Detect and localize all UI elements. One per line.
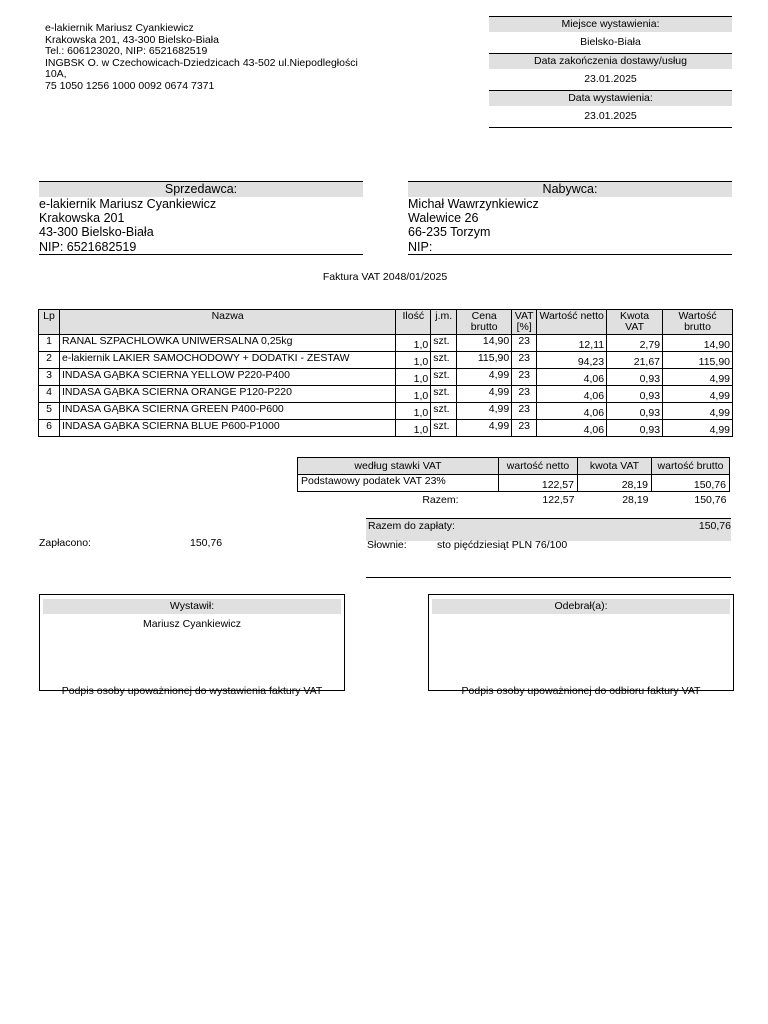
buyer-block [408,181,732,255]
vat-total-row [298,492,730,509]
cell-vat: 23 [512,386,537,403]
delivery-date-label: Data zakończenia dostawy/usług [489,53,732,69]
cell-qty: 1,0 [396,420,431,437]
cell-qty: 1,0 [396,386,431,403]
col-name: Nazwa [59,310,395,335]
vat-col-net: wartość netto [499,458,578,475]
issue-info [489,16,732,128]
cell-lp: 2 [39,352,60,369]
amount-due-bar [366,518,731,541]
cell-name: e-lakiernik LAKIER SAMOCHODOWY + DODATKI - ZESTAW [59,352,395,369]
cell-vat-amount: 2,79 [607,335,663,352]
cell-qty: 1,0 [396,403,431,420]
cell-vat: 23 [512,352,537,369]
col-lp: Lp [39,310,60,335]
seller-title: Sprzedawca: [39,181,363,197]
paid-label: Zapłacono: [39,537,91,549]
amount-due-label: Razem do zapłaty: [368,520,455,532]
seller-header-line: e-lakiernik Mariusz Cyankiewicz [45,22,194,34]
cell-gross: 4,99 [663,369,733,386]
place-value: Bielsko-Biała [580,36,641,48]
receiver-label: Odebrał(a): [432,599,730,614]
cell-price: 4,99 [457,420,512,437]
seller-header-line: 75 1050 1256 1000 0092 0674 7371 [45,79,215,92]
cell-price: 4,99 [457,403,512,420]
vat-col-vat: kwota VAT [578,458,652,475]
vat-summary-table [297,457,730,508]
cell-lp: 6 [39,420,60,437]
cell-net: 12,11 [537,335,607,352]
cell-name: INDASA GĄBKA SCIERNA YELLOW P220-P400 [59,369,395,386]
amount-due-value: 150,76 [698,520,731,532]
vat-header-row [298,458,730,475]
cell-vat-amount: 0,93 [607,369,663,386]
seller-header-line: 10A, [45,68,67,80]
table-row [39,335,733,352]
cell-lp: 1 [39,335,60,352]
cell-lp: 3 [39,369,60,386]
cell-vat: 23 [512,369,537,386]
seller-city: 43-300 Bielsko-Biała [39,225,154,240]
col-qty: Ilość [396,310,431,335]
cell-gross: 115,90 [663,352,733,369]
cell-gross: 14,90 [663,335,733,352]
seller-header-line: Tel.: 606123020, NIP: 6521682519 [45,45,208,57]
cell-gross: 4,99 [663,420,733,437]
cell-price: 4,99 [457,386,512,403]
cell-vat-amount: 0,93 [607,420,663,437]
cell-net: 4,06 [537,386,607,403]
table-row [39,403,733,420]
delivery-date-value: 23.01.2025 [584,73,637,85]
cell-price: 14,90 [457,335,512,352]
cell-lp: 5 [39,403,60,420]
vat-col-rate: według stawki VAT [298,458,499,475]
receiver-signature-box [428,594,734,691]
seller-nip: NIP: 6521682519 [39,239,137,254]
cell-price: 115,90 [457,352,512,369]
issue-date-label: Data wystawienia: [489,90,732,106]
cell-qty: 1,0 [396,369,431,386]
col-vat: VAT [%] [512,310,537,335]
divider [366,577,731,578]
cell-unit: szt. [431,386,457,403]
seller-street: Krakowska 201 [39,211,125,226]
cell-net: 4,06 [537,369,607,386]
col-vat-amount: Kwota VAT [607,310,663,335]
seller-header [45,23,385,92]
table-row [39,369,733,386]
vat-net: 122,57 [499,475,578,492]
vat-row [298,475,730,492]
buyer-street: Walewice 26 [408,211,479,226]
cell-vat: 23 [512,403,537,420]
cell-qty: 1,0 [396,335,431,352]
cell-name: INDASA GĄBKA SCIERNA GREEN P400-P600 [59,403,395,420]
issuer-caption: Podpis osoby upoważnionej do wystawienia faktury VAT [61,685,323,697]
cell-net: 4,06 [537,420,607,437]
items-table [38,309,733,437]
col-price: Cena brutto [457,310,512,335]
cell-lp: 4 [39,386,60,403]
cell-unit: szt. [431,403,457,420]
cell-unit: szt. [431,352,457,369]
cell-vat: 23 [512,420,537,437]
buyer-title: Nabywca: [408,181,732,197]
cell-net: 4,06 [537,403,607,420]
cell-net: 94,23 [537,352,607,369]
cell-price: 4,99 [457,369,512,386]
cell-unit: szt. [431,335,457,352]
seller-block [39,181,363,255]
table-row [39,352,733,369]
paid-value: 150,76 [190,537,223,549]
table-row [39,386,733,403]
cell-unit: szt. [431,369,457,386]
vat-col-gross: wartość brutto [652,458,730,475]
vat-amount: 28,19 [578,475,652,492]
col-gross: Wartość brutto [663,310,733,335]
vat-gross: 150,76 [652,475,730,492]
cell-name: INDASA GĄBKA SCIERNA ORANGE P120-P220 [59,386,395,403]
vat-total-net: 122,57 [542,494,575,506]
cell-qty: 1,0 [396,352,431,369]
issuer-name: Mariusz Cyankiewicz [142,618,242,630]
seller-header-line: Krakowska 201, 43-300 Bielsko-Biała [45,33,219,46]
cell-name: INDASA GĄBKA SCIERNA BLUE P600-P1000 [59,420,395,437]
vat-rate: Podstawowy podatek VAT 23% [298,475,499,492]
col-unit: j.m. [431,310,457,335]
cell-vat: 23 [512,335,537,352]
seller-header-line: INGBSK O. w Czechowicach-Dziedzicach 43-502 ul.Niepodległości [45,56,358,69]
col-net: Wartość netto [537,310,607,335]
items-header-row [39,310,733,335]
receiver-caption: Podpis osoby upoważnionej do odbioru faktury VAT [461,685,701,697]
buyer-nip: NIP: [408,239,433,254]
issuer-label: Wystawił: [43,599,341,614]
issuer-signature-box [39,594,345,691]
cell-gross: 4,99 [663,386,733,403]
buyer-city: 66-235 Torzym [408,225,491,240]
cell-vat-amount: 0,93 [607,403,663,420]
invoice-title: Faktura VAT 2048/01/2025 [322,271,448,283]
words-value: sto pięćdziesiąt PLN 76/100 [437,539,568,551]
cell-gross: 4,99 [663,403,733,420]
seller-name: e-lakiernik Mariusz Cyankiewicz [39,197,217,211]
buyer-name: Michał Wawrzynkiewicz [408,197,539,211]
cell-unit: szt. [431,420,457,437]
cell-name: RANAL SZPACHLOWKA UNIWERSALNA 0,25kg [59,335,395,352]
issue-date-value: 23.01.2025 [584,110,637,122]
vat-total-vat: 28,19 [622,494,649,506]
cell-vat-amount: 0,93 [607,386,663,403]
table-row [39,420,733,437]
words-label: Słownie: [367,539,407,551]
vat-total-gross: 150,76 [694,494,727,506]
cell-vat-amount: 21,67 [607,352,663,369]
vat-total-label: Razem: [422,494,459,506]
place-label: Miejsce wystawienia: [489,16,732,32]
